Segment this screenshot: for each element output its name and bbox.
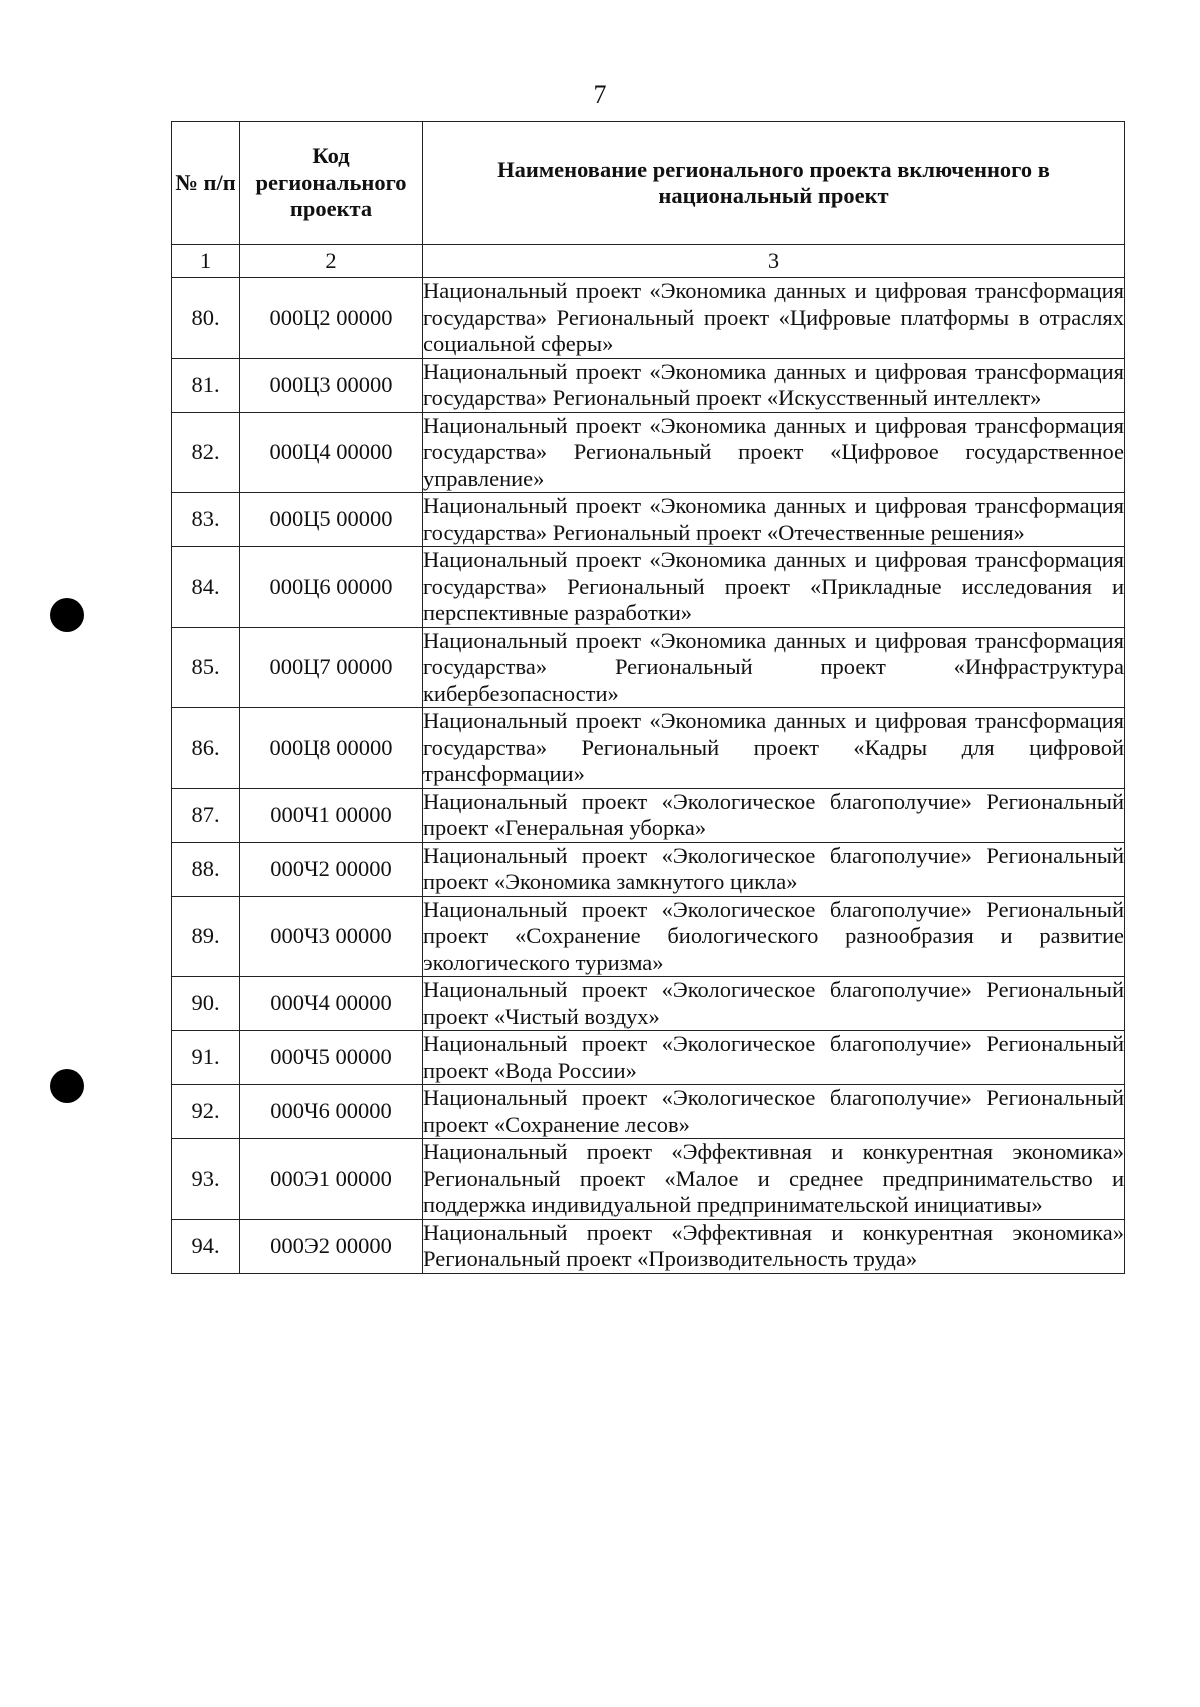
project-code: 000Ц4 00000 bbox=[240, 412, 423, 493]
project-name: Национальный проект «Экономика данных и цифровая трансформация государства» Региональный проект «Прикладные исследования и перспективные разработки» bbox=[423, 547, 1124, 625]
row-number: 80. bbox=[172, 278, 240, 359]
table-header-row bbox=[172, 122, 1125, 245]
project-name: Национальный проект «Экономика данных и цифровая трансформация государства» Региональный проект «Кадры для цифровой трансформации» bbox=[423, 708, 1124, 786]
project-name: Национальный проект «Экономика данных и цифровая трансформация государства» Региональный проект «Цифровое государственное управление» bbox=[423, 412, 1124, 491]
project-name: Национальный проект «Экономика данных и цифровая трансформация государства» Региональный проект «Цифровые платформы в отраслях социальной сферы» bbox=[423, 278, 1124, 356]
row-number: 88. bbox=[172, 842, 240, 896]
project-name: Национальный проект «Экологическое благополучие» Региональный проект «Генеральная уборка» bbox=[423, 788, 1124, 840]
project-code: 000Э1 00000 bbox=[240, 1139, 423, 1220]
table-row bbox=[172, 412, 1125, 493]
project-name: Национальный проект «Эффективная и конкурентная экономика» Региональный проект «Производительность труда» bbox=[423, 1219, 1124, 1271]
project-name: Национальный проект «Экологическое благополучие» Региональный проект «Чистый воздух» bbox=[423, 977, 1124, 1029]
projects-table bbox=[171, 121, 1125, 1274]
row-number: 93. bbox=[172, 1139, 240, 1220]
header-number: № п/п bbox=[172, 122, 240, 245]
row-number: 90. bbox=[172, 977, 240, 1031]
project-name: Национальный проект «Экологическое благополучие» Региональный проект «Сохранение биологического разнообразия и развитие экологического туризма» bbox=[423, 896, 1124, 975]
project-code: 000Ч4 00000 bbox=[240, 977, 423, 1031]
table-row bbox=[172, 842, 1125, 896]
project-code: 000Ц6 00000 bbox=[240, 547, 423, 628]
header-name: Наименование регионального проекта включенного в национальный проект bbox=[423, 122, 1125, 245]
column-number-row bbox=[172, 245, 1125, 278]
binder-hole-mark bbox=[50, 598, 84, 632]
row-number: 82. bbox=[172, 412, 240, 493]
row-number: 89. bbox=[172, 896, 240, 977]
table-row bbox=[172, 1139, 1125, 1220]
binder-hole-mark bbox=[50, 1069, 84, 1103]
column-number: 3 bbox=[423, 245, 1125, 278]
project-code: 000Ч1 00000 bbox=[240, 788, 423, 842]
project-name: Национальный проект «Экологическое благополучие» Региональный проект «Вода России» bbox=[423, 1031, 1124, 1083]
table-row bbox=[172, 708, 1125, 789]
table-row bbox=[172, 358, 1125, 412]
row-number: 85. bbox=[172, 627, 240, 708]
project-code: 000Ч5 00000 bbox=[240, 1031, 423, 1085]
table-row bbox=[172, 547, 1125, 628]
row-number: 94. bbox=[172, 1219, 240, 1273]
table-row bbox=[172, 1219, 1125, 1273]
table-row bbox=[172, 896, 1125, 977]
project-name: Национальный проект «Экономика данных и цифровая трансформация государства» Региональный проект «Отечественные решения» bbox=[423, 493, 1124, 545]
row-number: 81. bbox=[172, 358, 240, 412]
project-code: 000Ц8 00000 bbox=[240, 708, 423, 789]
project-code: 000Ц7 00000 bbox=[240, 627, 423, 708]
project-code: 000Ц2 00000 bbox=[240, 278, 423, 359]
column-number: 2 bbox=[240, 245, 423, 278]
row-number: 91. bbox=[172, 1031, 240, 1085]
row-number: 87. bbox=[172, 788, 240, 842]
row-number: 84. bbox=[172, 547, 240, 628]
table-row bbox=[172, 977, 1125, 1031]
header-code: Код регионального проекта bbox=[240, 122, 423, 245]
project-name: Национальный проект «Экологическое благополучие» Региональный проект «Экономика замкнутого цикла» bbox=[423, 842, 1124, 894]
table-row bbox=[172, 1085, 1125, 1139]
column-number: 1 bbox=[172, 245, 240, 278]
table-row bbox=[172, 278, 1125, 359]
project-name: Национальный проект «Экономика данных и цифровая трансформация государства» Региональный проект «Инфраструктура кибербезопасности» bbox=[423, 627, 1124, 706]
project-code: 000Э2 00000 bbox=[240, 1219, 423, 1273]
project-code: 000Ч3 00000 bbox=[240, 896, 423, 977]
project-code: 000Ц5 00000 bbox=[240, 493, 423, 547]
row-number: 92. bbox=[172, 1085, 240, 1139]
table-row bbox=[172, 788, 1125, 842]
project-name: Национальный проект «Экологическое благополучие» Региональный проект «Сохранение лесов» bbox=[423, 1085, 1124, 1137]
project-code: 000Ч6 00000 bbox=[240, 1085, 423, 1139]
page-number: 7 bbox=[593, 80, 607, 109]
table-row bbox=[172, 627, 1125, 708]
project-name: Национальный проект «Экономика данных и цифровая трансформация государства» Региональный проект «Искусственный интеллект» bbox=[423, 358, 1124, 410]
project-code: 000Ч2 00000 bbox=[240, 842, 423, 896]
project-code: 000Ц3 00000 bbox=[240, 358, 423, 412]
project-name: Национальный проект «Эффективная и конкурентная экономика» Региональный проект «Малое и среднее предпринимательство и поддержка индивидуальной предпринимательской инициативы» bbox=[423, 1139, 1124, 1217]
table-row bbox=[172, 1031, 1125, 1085]
row-number: 83. bbox=[172, 493, 240, 547]
table-row bbox=[172, 493, 1125, 547]
row-number: 86. bbox=[172, 708, 240, 789]
